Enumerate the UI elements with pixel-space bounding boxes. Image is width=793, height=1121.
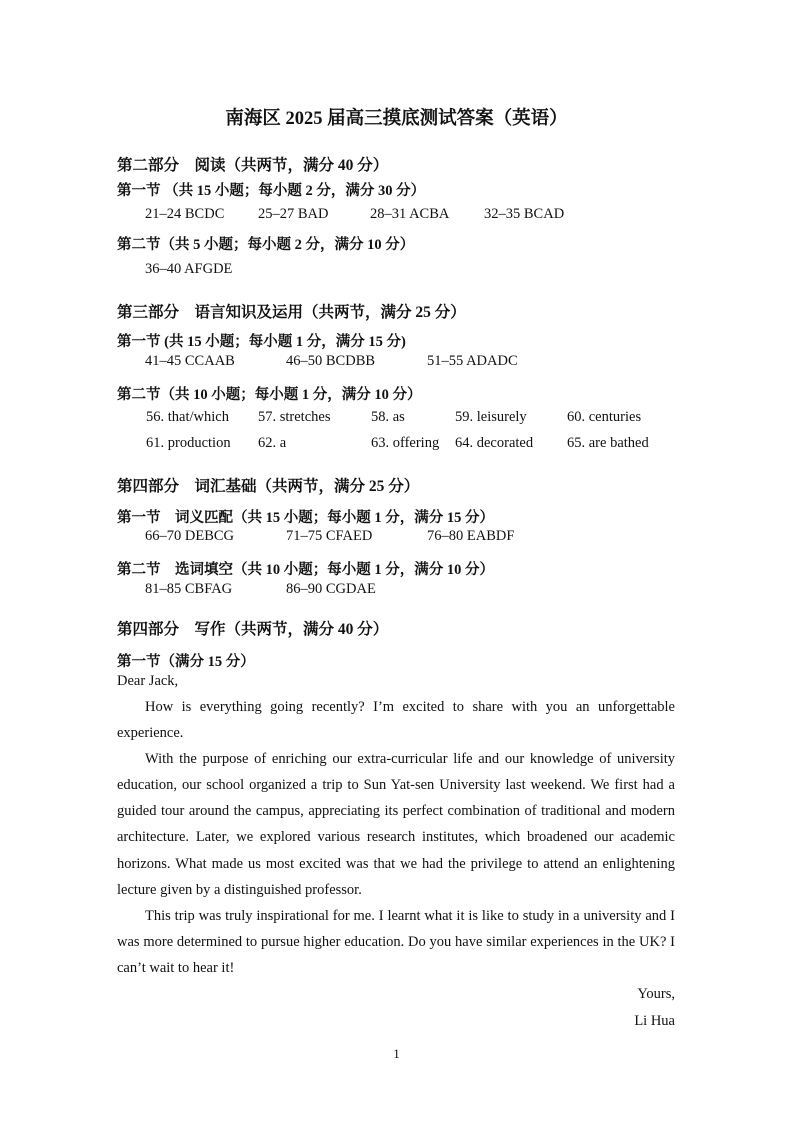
answer-group: 81–85 CBFAG: [145, 581, 233, 597]
answer-group: 71–75 CFAED: [286, 528, 373, 544]
letter-signature: Li Hua: [634, 1013, 675, 1029]
answer-group: 28–31 ACBA: [370, 206, 450, 222]
answer-item: 58. as: [371, 409, 405, 425]
letter-greeting: Dear Jack,: [117, 673, 179, 689]
part3-sec1-heading: 第一节 (共 15 小题；每小题 1 分，满分 15 分): [117, 334, 406, 350]
part2-sec1-heading: 第一节 （共 15 小题；每小题 2 分，满分 30 分）: [117, 183, 426, 199]
page-number: 1: [393, 1046, 400, 1061]
answer-group: 46–50 BCDBB: [286, 353, 376, 369]
part3-heading: 第三部分 语言知识及运用（共两节，满分 25 分）: [117, 304, 466, 321]
answer-item: 64. decorated: [455, 435, 534, 451]
answer-item: 61. production: [146, 435, 231, 451]
answer-item: 65. are bathed: [567, 435, 649, 451]
letter-paragraph: With the purpose of enriching our extra-curricular life and our knowledge of university education, our school organized a trip to Sun Yat-sen University last weekend. We first had a guided tour around the campus, appreciating its perfect combination of traditional and modern architecture. Later, we explored various research institutes, which broadened our academic horizons. What made us most excited was that we had the privilege to attend an enlightening lecture given by a distinguished professor.: [117, 751, 675, 898]
letter-paragraph: How is everything going recently? I’m excited to share with you an unforgettable experience.: [117, 699, 675, 742]
answer-item: 63. offering: [371, 435, 440, 451]
part4-sec2-heading: 第二节 选词填空（共 10 小题；每小题 1 分，满分 10 分）: [117, 562, 494, 578]
answer-group: 36–40 AFGDE: [145, 261, 233, 277]
part3-sec2-heading: 第二节（共 10 小题；每小题 1 分，满分 10 分）: [117, 387, 422, 403]
answer-group: 25–27 BAD: [258, 206, 329, 222]
answer-item: 59. leisurely: [455, 409, 527, 425]
writing-sec1-heading: 第一节（满分 15 分）: [117, 654, 255, 670]
letter-body: [117, 694, 675, 981]
part4-sec1-heading: 第一节 词义匹配（共 15 小题；每小题 1 分，满分 15 分）: [117, 510, 494, 526]
part2-heading: 第二部分 阅读（共两节，满分 40 分）: [117, 157, 389, 174]
answer-group: 66–70 DEBCG: [145, 528, 235, 544]
answer-group: 86–90 CGDAE: [286, 581, 376, 597]
answer-item: 62. a: [258, 435, 287, 451]
answer-item: 60. centuries: [567, 409, 642, 425]
part4-vocab-heading: 第四部分 词汇基础（共两节，满分 25 分）: [117, 478, 420, 495]
answer-item: 57. stretches: [258, 409, 331, 425]
answer-group: 41–45 CCAAB: [145, 353, 235, 369]
answer-group: 21–24 BCDC: [145, 206, 225, 222]
part4-writing-heading: 第四部分 写作（共两节，满分 40 分）: [117, 621, 389, 638]
answer-group: 76–80 EABDF: [427, 528, 515, 544]
answer-group: 32–35 BCAD: [484, 206, 565, 222]
letter-closing: Yours,: [637, 986, 675, 1002]
answer-group: 51–55 ADADC: [427, 353, 518, 369]
part2-sec2-heading: 第二节（共 5 小题；每小题 2 分，满分 10 分）: [117, 237, 415, 253]
page-title: 南海区 2025 届高三摸底测试答案（英语）: [225, 109, 568, 129]
letter-paragraph: This trip was truly inspirational for me. I learnt what it is like to study in a university and I was more determined to pursue higher education. Do you have similar experiences in the UK? I can’t wait to hear it!: [117, 907, 675, 976]
answer-item: 56. that/which: [146, 409, 229, 425]
